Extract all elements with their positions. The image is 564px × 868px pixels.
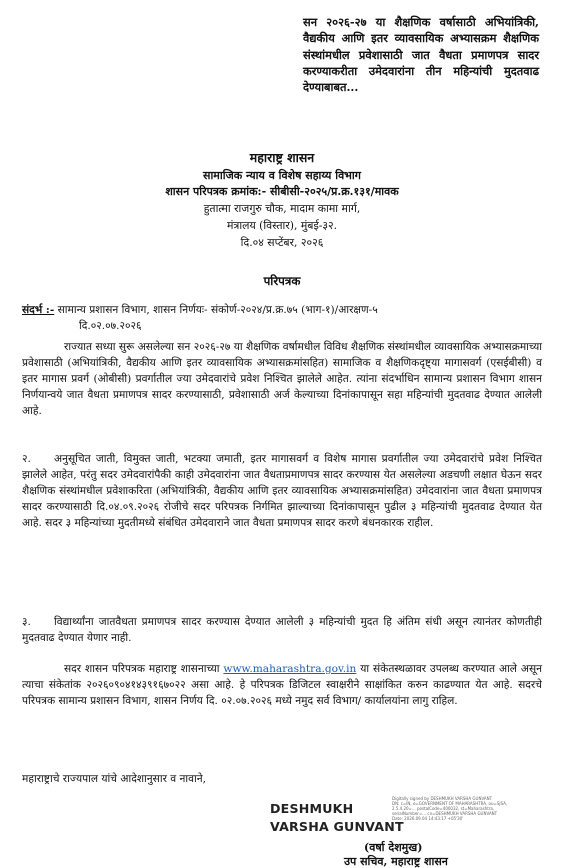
closing-line: महाराष्ट्राचे राज्यपाल यांचे आदेशानुसार व नावाने,: [22, 773, 207, 785]
address-line-2: मंत्रालय (विस्तार), मुंबई-३२.: [226, 219, 338, 232]
address-line-1: हुतात्मा राजगुरु चौक, मादाम कामा मार्ग,: [203, 202, 361, 215]
reference-block: [22, 303, 542, 334]
department-name: सामाजिक न्याय व विशेष सहाय्य विभाग: [203, 169, 361, 182]
paragraph-3: [22, 615, 542, 647]
circular-date: दि.०४ सप्टेंबर, २०२६: [240, 236, 324, 249]
subject-text: सन २०२६-२७ या शैक्षणिक वर्षासाठी अभियांत्रिकी, वैद्यकीय आणि इतर व्यावसायिक अभ्यासक्रम शैक्षणिक संस्थांमधील प्रवेशासाठी जात वैधता प्रमाणपत्र सादर करण्याकरीता उमेदवारांना तीन महिन्यांची मुदतवाढ देण्याबाबत...: [303, 15, 539, 95]
signatory-name: [270, 800, 404, 836]
reference-text: सामान्य प्रशासन विभाग, शासन निर्णयः- संकोर्ण-२०२४/प्र.क्र.७५ (भाग-१)/आरक्षण-५: [54, 304, 378, 316]
document-title: परिपत्रक: [263, 274, 301, 288]
signatory-name-marathi: (वर्षा देशमुख): [364, 841, 423, 854]
signature-detail-3: 2.5.4.20=... postalCode=400032, st=Maharashtra,: [392, 806, 495, 811]
government-heading: महाराष्ट्र शासन: [249, 150, 315, 165]
paragraph-2-number: २.: [22, 453, 31, 465]
signature-detail-2: DN: c=IN, o=GOVERNMENT OF MAHARASHTRA, ou=SJSA,: [392, 801, 508, 806]
signatory-name-line-1: DESHMUKH: [270, 801, 354, 816]
reference-label: संदर्भ :-: [22, 304, 55, 316]
paragraph-2: [22, 452, 542, 532]
signature-detail-4: serialNumber=... cn=DESHMUKH VARSHA GUNVANT: [392, 811, 498, 816]
reference-date: दि.०२.०७.२०२६: [79, 319, 142, 332]
signature-detail-5: Date: 2026.09.04 14:43:17 +05'30': [392, 816, 464, 821]
paragraph-4-text-start: सदर शासन परिपत्रक महाराष्ट्र शासनाच्या: [64, 663, 224, 675]
paragraph-3-number: ३.: [22, 616, 31, 628]
circular-number: शासन परिपत्रक क्रमांक:- सीबीसी-२०२५/प्र.क्र.१३१/मावक: [165, 185, 399, 198]
signatory-name-line-2: VARSHA GUNVANT: [270, 819, 404, 834]
paragraph-1: राज्यात सध्या सुरू असलेल्या सन २०२६-२७ या शैक्षणिक वर्षामधील विविध शैक्षणिक संस्थांमधील व्यावसायिक अभ्यासक्रमाच्या प्रवेशासाठी (अभियांत्रिकी, वैद्यकीय आणि इतर व्यावसायिक अभ्यासक्रमांसहित) सामाजिक व शैक्षणिकदृष्ट्या मागासवर्ग (एसईबीसी) व इतर मागास प्रवर्ग (ओबीसी) प्रवर्गातील ज्या उमेदवारांचे प्रवेश निश्चित झालेले आहेत. त्यांना संदर्भाधिन सामान्य प्रशासन विभाग शासन निर्णयान्वये जात वैधता प्रमाणपत्र सादर करण्यासाठी, प्रवेशासाठी अर्ज केल्याच्या दिनांकापासून सहा महिन्यांची मुदतवाढ देण्यात आलेली आहे.: [22, 341, 542, 417]
signature-detail-1: Digitally signed by DESHMUKH VARSHA GUNVANT: [392, 796, 493, 801]
paragraph-2-text: अनुसूचित जाती, विमुक्त जाती, भटक्या जमाती, इतर मागासवर्ग व विशेष मागास प्रवर्गातील ज्या उमेदवारांचे प्रवेश निश्चित झालेले आहेत, परंतु सदर उमेदवारांपैकी काही उमेदवारांना जात वैधताप्रमाणपत्र सादर करण्यास येत असलेल्या अडचणी लक्षात घेऊन सदर शैक्षणिक संस्थांमधील प्रवेशाकरिता (अभियांत्रिकी, वैद्यकीय आणि इतर व्यावसायिक अभ्यासक्रमांसहित) उमेदवारांना जात वैधता प्रमाणपत्र सादर करण्यासाठी दि.०४.०९.२०२६ रोजीचे सदर परिपत्रक निर्गमित झाल्याच्या दिनांकापासून पुढील ३ महिन्यांची मुदतवाढ देण्यात येत आहे. सदर ३ महिन्यांच्या मुदतीमध्ये संबंधित उमेदवाराने जात वैधता प्रमाणपत्र सादर करणे बंधनकारक राहील.: [22, 453, 542, 529]
paragraph-3-text: विद्यार्थ्यांना जातवैधता प्रमाणपत्र सादर करण्यास देण्यात आलेली ३ महिन्यांची मुदत हि अंतिम संधी असून त्यानंतर कोणतीही मुदतवाढ देण्यात येणार नाही.: [22, 616, 542, 644]
website-link[interactable]: www.maharashtra.gov.in: [223, 663, 357, 675]
paragraph-4-text-end: या संकेतस्थळावर उपलब्ध करण्यात आले असून त्याचा संकेतांक २०२६०९०४१४३९१६७०२२ असा आहे. हे परिपत्रक डिजिटल स्वाक्षरीने साक्षांकित करुन काढण्यात येत आहे. सदरचे परिपत्रक सामान्य प्रशासन विभाग, शासन निर्णय दि. ०२.०७.२०२६ मध्ये नमुद सर्व विभाग/ कार्यालयांना लागु राहिल.: [22, 663, 543, 707]
digital-signature-details: [392, 796, 528, 846]
paragraph-4: [22, 662, 542, 710]
signatory-designation: उप सचिव, महाराष्ट्र शासन: [344, 855, 448, 868]
